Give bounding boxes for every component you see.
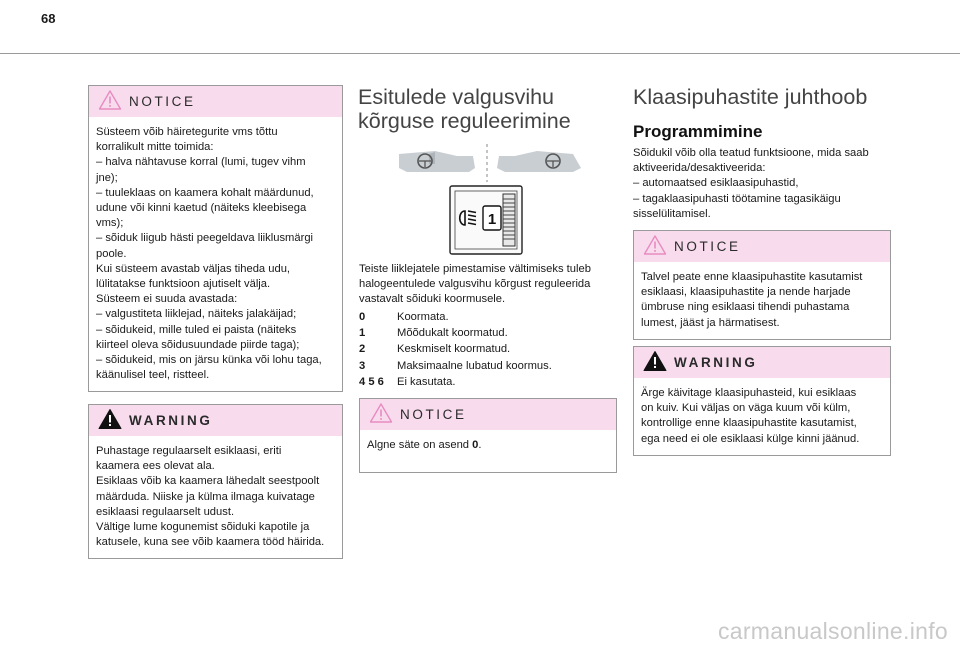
text-line: Sõidukil võib olla teatud funktsioone, mida saab	[633, 147, 869, 159]
text-line: vms);	[96, 217, 124, 230]
legend-key: 3	[359, 359, 366, 372]
text-line: lülitatakse funktsioon ajutiselt välja.	[96, 278, 271, 291]
section-title-headlamp	[358, 85, 571, 133]
notice-header	[360, 399, 616, 430]
text-line: – tagaklaasipuhasti töötamine tagasikäigu	[633, 192, 841, 205]
warning-triangle-icon	[98, 408, 122, 430]
notice-title: NOTICE	[400, 407, 467, 422]
warning-header	[634, 347, 890, 378]
notice-box-3	[633, 230, 891, 340]
warning-triangle-outline-icon	[643, 234, 667, 256]
dial-wheel	[503, 194, 515, 246]
text-line: – sõiduk liigub hästi peegeldava liiklusmärgi	[96, 232, 314, 245]
headlamp-adjust-figure	[395, 142, 585, 260]
text-line: poole.	[96, 247, 127, 260]
legend-row	[359, 309, 552, 325]
notice-body	[89, 117, 342, 391]
legend-row	[359, 374, 552, 390]
legend-key: 0	[359, 311, 366, 323]
legend-key: 1	[359, 327, 366, 340]
warning-body	[634, 378, 890, 455]
text-line: kontrollige enne klaasipuhastite kasutamist,	[641, 417, 857, 430]
section-title-wipers: Klaasipuhastite juhthoob	[633, 85, 868, 109]
text-line: aktiveerida/desaktiveerida:	[633, 162, 766, 175]
watermark: carmanualsonline.info	[717, 618, 948, 644]
text-run: Algne säte on asend	[367, 439, 473, 451]
notice-body	[360, 430, 616, 461]
title-line: Esitulede valgusvihu	[358, 85, 555, 109]
text-line: – sõidukeid, mis on järsu künka või lohu taga,	[96, 354, 322, 367]
warning-box-3	[633, 346, 891, 456]
header-rule	[0, 53, 960, 54]
warning-triangle-outline-icon	[369, 402, 393, 424]
legend-key: 2	[359, 343, 366, 356]
text-line: käänulisel teel, ristteel.	[96, 369, 210, 382]
car-side-icon	[399, 151, 475, 172]
text-run: .	[478, 439, 482, 451]
warning-triangle-outline-icon	[98, 89, 122, 111]
notice-title: NOTICE	[674, 239, 741, 254]
text-line: katusele, kuna see võib kaamera tööd häirida.	[96, 536, 325, 549]
dial-value: 1	[487, 211, 497, 228]
legend-text: Keskmiselt koormatud.	[397, 343, 511, 356]
legend-text: Maksimaalne lubatud koormus.	[397, 359, 552, 372]
headlamp-leveling-dial	[450, 186, 522, 254]
legend-row	[359, 325, 552, 341]
notice-title: NOTICE	[129, 94, 196, 109]
text-line: Talvel peate enne klaasipuhastite kasutamist	[641, 271, 863, 283]
text-line: Süsteem võib häiretegurite vms tõttu	[96, 126, 278, 138]
warning-box-1	[88, 404, 343, 559]
text-line: Teiste liiklejatele pimestamise vältimiseks tuleb	[359, 263, 591, 275]
text-line: ega need ei ole esiklaasi külge kinni jäänud.	[641, 432, 860, 445]
text-run-bold: 0	[472, 439, 479, 451]
text-line: korralikult mitte toimida:	[96, 141, 214, 154]
text-line: kiirteel oleva sõidusuundade piirde taga);	[96, 338, 300, 351]
text-line: esiklaasi, klaasipuhastite ja nende harjade	[641, 286, 851, 299]
text-line: Esiklaas võib ka kaamera lähedalt seestpoolt	[96, 475, 320, 488]
text-line: Süsteem ei suuda avastada:	[96, 293, 238, 306]
load-legend	[359, 309, 552, 390]
text-line: halogeentulede valgusvihu kõrgust reguleerida	[359, 278, 591, 291]
notice-box-1	[88, 85, 343, 392]
warning-title: WARNING	[129, 413, 213, 428]
text-line: lumest, jääst ja härmatisest.	[641, 316, 780, 329]
text-line: Puhastage regulaarselt esiklaasi, eriti	[96, 445, 282, 457]
legend-row	[359, 341, 552, 357]
notice-header	[89, 86, 342, 117]
legend-text: Koormata.	[397, 311, 449, 323]
notice-box-2	[359, 398, 617, 473]
text-line: udune või kinni kaetud (näiteks kleebisega	[96, 202, 307, 215]
text-line: – tuuleklaas on kaamera kohalt määrdunud,	[96, 186, 314, 199]
text-line	[367, 438, 609, 453]
text-line: vastavalt sõiduki koormusele.	[359, 293, 506, 306]
text-line: Ärge käivitage klaasipuhasteid, kui esiklaas	[641, 387, 857, 399]
text-line: määrduda. Niiske ja külma ilmaga kuivatage	[96, 490, 315, 503]
text-line: – valgustiteta liiklejad, näiteks jalakäijad;	[96, 308, 297, 321]
text-line: ümbruse ning esiklaasi tihendi puhastama	[641, 301, 850, 314]
warning-body	[89, 436, 342, 558]
warning-triangle-icon	[643, 350, 667, 372]
subsection-title-programming: Programmimine	[633, 122, 763, 141]
notice-body	[634, 262, 890, 339]
legend-key: 4 5 6	[359, 375, 384, 388]
warning-header	[89, 405, 342, 436]
text-line: jne);	[96, 171, 118, 184]
text-line: Kui süsteem avastab väljas tiheda udu,	[96, 262, 291, 275]
text-line: sisselülitamisel.	[633, 207, 711, 220]
text-line: – sõidukeid, mille tuled ei paista (näiteks	[96, 323, 297, 336]
text-line: Vältige lume kogunemist sõiduki kapotile ja	[96, 521, 310, 534]
text-line: kaamera ees olevat ala.	[96, 460, 215, 473]
car-side-icon	[497, 151, 581, 172]
text-line: – automaatsed esiklaasipuhastid,	[633, 177, 799, 190]
legend-row	[359, 358, 552, 374]
legend-text: Mõõdukalt koormatud.	[397, 327, 508, 340]
legend-text: Ei kasutata.	[397, 375, 456, 388]
page-number: 68	[41, 11, 56, 26]
text-line: – halva nähtavuse korral (lumi, tugev vihm	[96, 156, 306, 169]
text-line: on kuiv. Kui väljas on väga kuum või külm,	[641, 402, 851, 415]
warning-title: WARNING	[674, 355, 758, 370]
wiper-intro	[633, 146, 869, 222]
headlamp-intro	[359, 262, 591, 308]
text-line: esiklaasi regulaarselt udust.	[96, 505, 235, 518]
title-line: kõrguse reguleerimine	[358, 109, 571, 133]
notice-header	[634, 231, 890, 262]
